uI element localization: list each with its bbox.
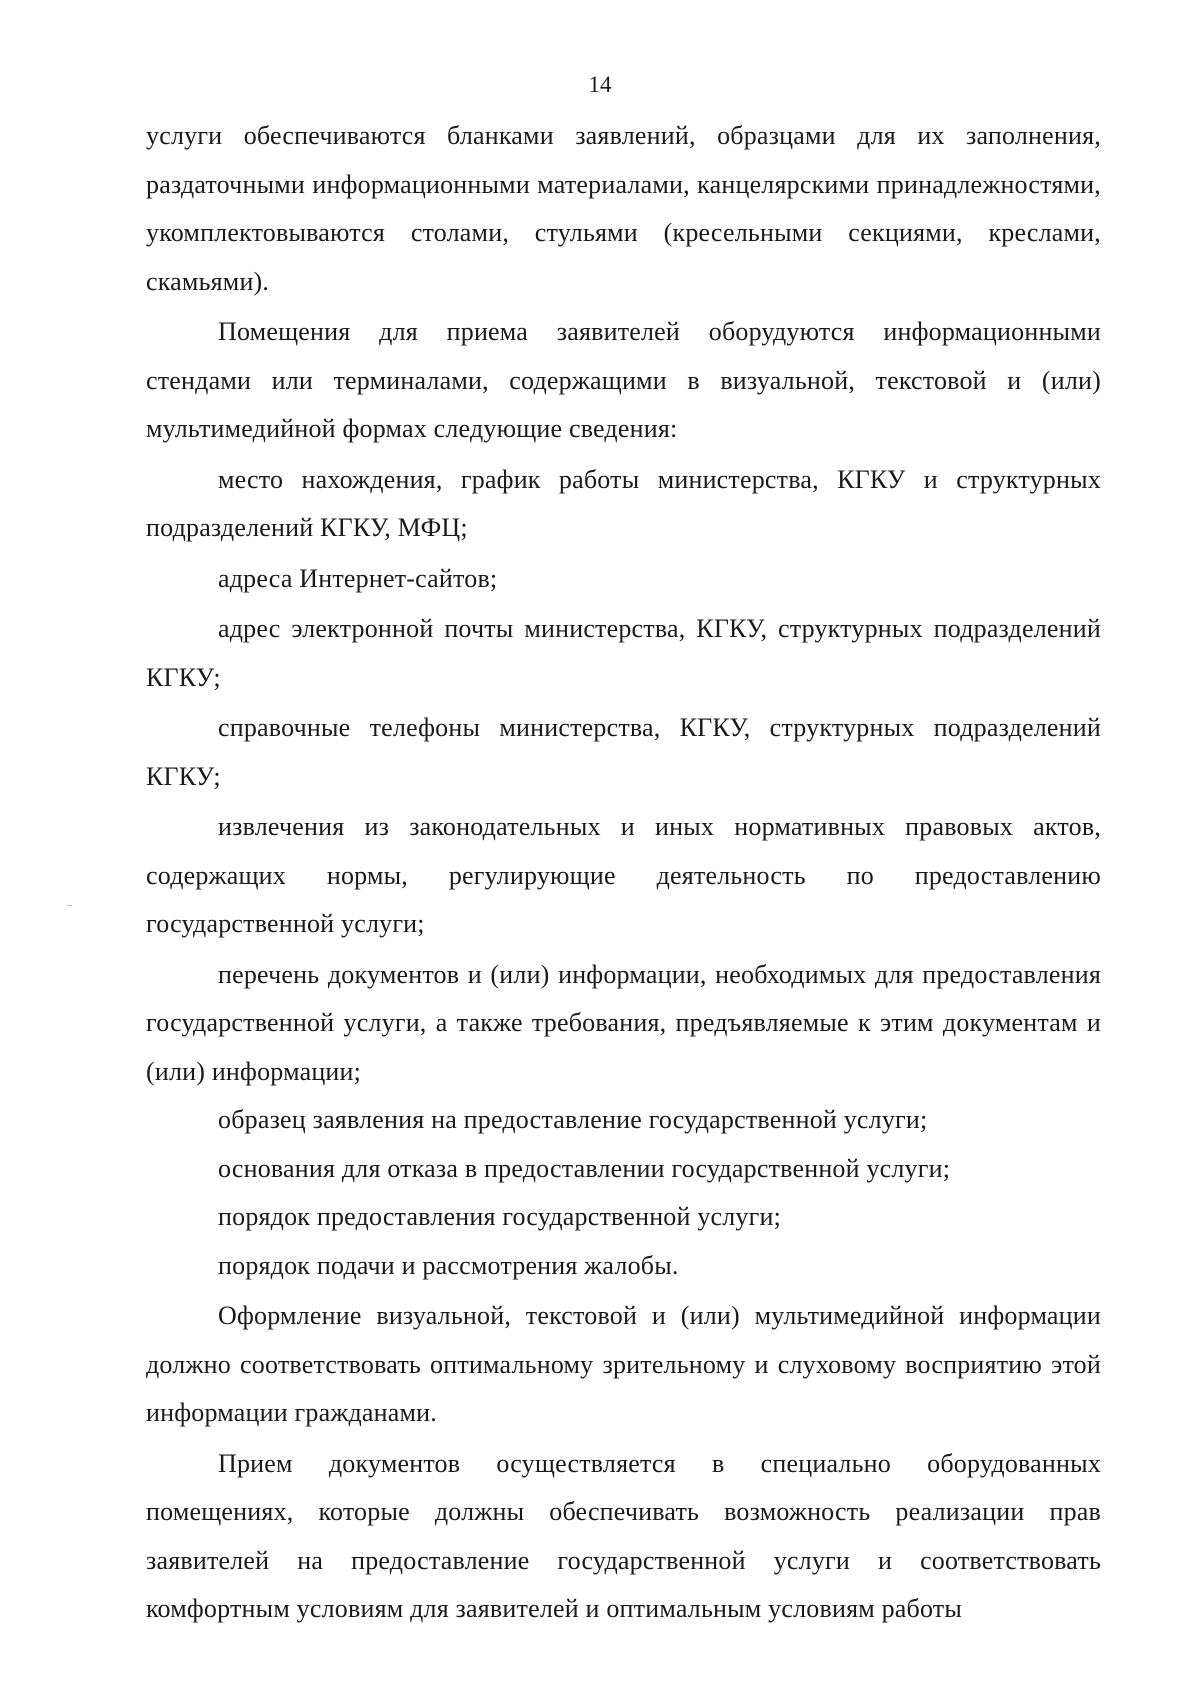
page-number: 14 bbox=[588, 72, 612, 97]
list-item: основания для отказа в предоставлении государственной услуги; bbox=[218, 1153, 951, 1183]
paragraph: Оформление визуальной, текстовой и (или) мультимедийной информации должно соответствовать оптимальному зрительному и слуховому восприятию этой информации гражданами. bbox=[146, 1301, 1101, 1427]
paragraph: Помещения для приема заявителей оборудуются информационными стендами или терминалами, содержащими в визуальной, текстовой и (или) мультимедийной формах следующие сведения: bbox=[146, 317, 1101, 443]
list-item: перечень документов и (или) информации, необходимых для предоставления государственной услуги, а также требования, предъявляемые к этим документам и (или) информации; bbox=[146, 959, 1101, 1086]
document-body bbox=[146, 112, 1101, 1634]
list-item: порядок предоставления государственной услуги; bbox=[218, 1202, 782, 1231]
list-item: порядок подачи и рассмотрения жалобы. bbox=[218, 1250, 679, 1280]
paragraph: Прием документов осуществляется в специально оборудованных помещениях, которые должны обеспечивать возможность реализации прав заявителей на предоставление государственной услуги и соответствовать комфортным условиям для заявителей и оптимальным условиям работы bbox=[146, 1448, 1101, 1623]
list-item: адреса Интернет-сайтов; bbox=[218, 563, 498, 593]
paragraph: услуги обеспечиваются бланками заявлений, образцами для их заполнения, раздаточными информационными материалами, канцелярскими принадлежностями, укомплектовываются столами, стульями (кресельными секциями, креслами, скамьями). bbox=[146, 121, 1101, 296]
scan-mark bbox=[67, 905, 72, 906]
list-item: образец заявления на предоставление государственной услуги; bbox=[218, 1105, 928, 1134]
list-item: место нахождения, график работы министерства, КГКУ и структурных подразделений КГКУ, МФЦ; bbox=[146, 464, 1101, 542]
list-item: извлечения из законодательных и иных нормативных правовых актов, содержащих нормы, регулирующие деятельность по предоставлению государственной услуги; bbox=[146, 812, 1101, 938]
list-item: адрес электронной почты министерства, КГКУ, структурных подразделений КГКУ; bbox=[146, 614, 1101, 692]
list-item: справочные телефоны министерства, КГКУ, структурных подразделений КГКУ; bbox=[146, 713, 1101, 791]
